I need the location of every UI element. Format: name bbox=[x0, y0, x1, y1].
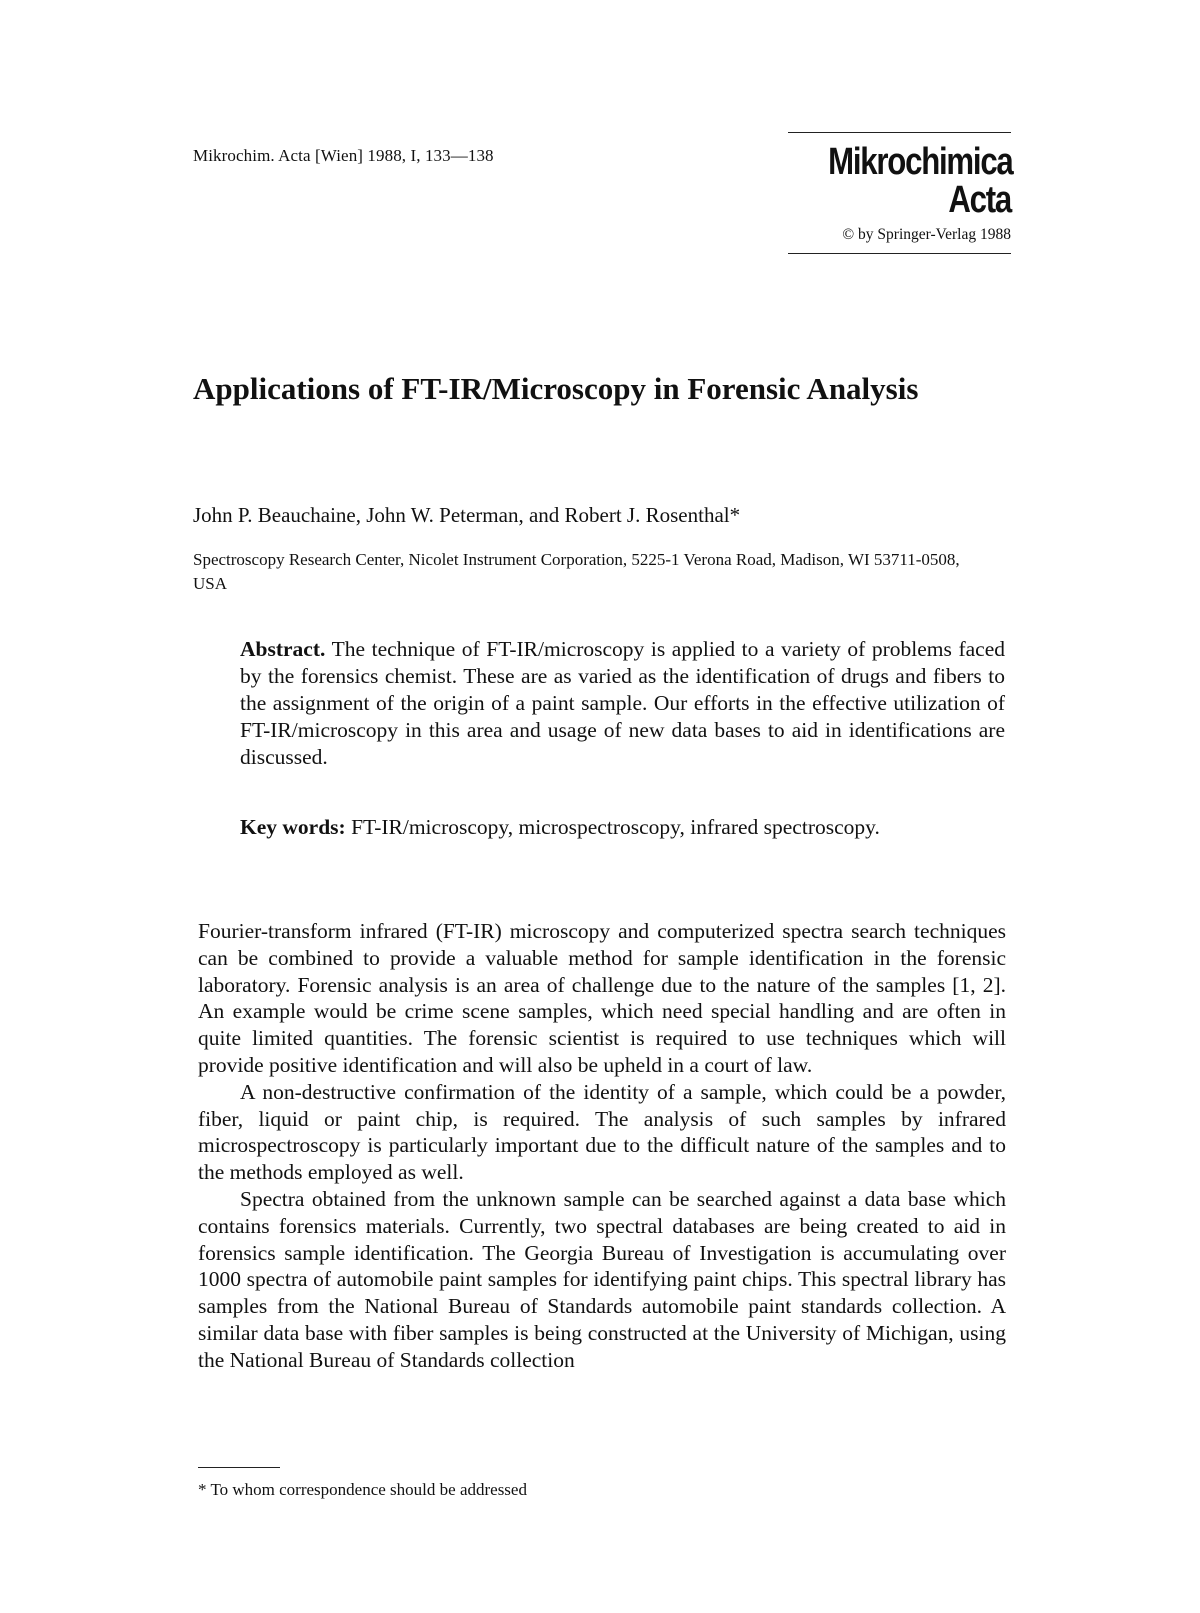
body-paragraph-2: A non-destructive confirmation of the identity of a sample, which could be a powder, fiber, liquid or paint chip, is required. The analysis of such samples by infrared microspectroscopy is particularly important due to the difficult nature of the samples and to the methods employed as well. bbox=[198, 1079, 1006, 1185]
footnote: * To whom correspondence should be addressed bbox=[198, 1480, 527, 1499]
masthead-bottom-rule bbox=[788, 253, 1011, 254]
journal-masthead bbox=[788, 132, 1011, 254]
abstract-label: Abstract. bbox=[240, 637, 326, 661]
article-title: Applications of FT-IR/Microscopy in Forensic Analysis bbox=[193, 371, 919, 406]
footnote-rule bbox=[198, 1467, 280, 1468]
author-list: John P. Beauchaine, John W. Peterman, and Robert J. Rosenthal* bbox=[193, 503, 741, 527]
keywords bbox=[240, 814, 1005, 841]
masthead-top-rule bbox=[788, 132, 1011, 133]
abstract-text: The technique of FT-IR/microscopy is applied to a variety of problems faced by the forensics chemist. These are as varied as the identification of drugs and fibers to the assignment of the origin of a paint sample. Our efforts in the effective utilization of FT-IR/microscopy in this area and usage of new data bases to aid in identifications are discussed. bbox=[240, 637, 1005, 769]
keywords-label: Key words: bbox=[240, 815, 346, 839]
abstract bbox=[240, 636, 1005, 771]
journal-citation: Mikrochim. Acta [Wien] 1988, I, 133—138 bbox=[193, 146, 494, 165]
copyright-notice: © by Springer-Verlag 1988 bbox=[842, 226, 1011, 243]
keywords-text: FT-IR/microscopy, microspectroscopy, infrared spectroscopy. bbox=[351, 815, 880, 839]
body-paragraph-3: Spectra obtained from the unknown sample can be searched against a data base which contains forensics materials. Currently, two spectral databases are being created to aid in forensics sample identification. The Georgia Bureau of Investigation is accumulating over 1000 spectra of automobile paint samples for identifying paint chips. This spectral library has samples from the National Bureau of Standards automobile paint standards collection. A similar data base with fiber samples is being constructed at the University of Michigan, using the National Bureau of Standards collection bbox=[198, 1186, 1006, 1372]
journal-logo-line1: Mikrochimica bbox=[828, 141, 1013, 183]
body-text bbox=[198, 918, 1006, 1374]
journal-logo bbox=[828, 143, 1011, 219]
author-affiliation: Spectroscopy Research Center, Nicolet Instrument Corporation, 5225-1 Verona Road, Madison, WI 53711-0508, USA bbox=[193, 550, 960, 593]
journal-logo-line2: Acta bbox=[948, 179, 1011, 221]
body-paragraph-1: Fourier-transform infrared (FT-IR) microscopy and computerized spectra search techniques can be combined to provide a valuable method for sample identification in the forensic laboratory. Forensic analysis is an area of challenge due to the nature of the samples [1, 2]. An example would be crime scene samples, which need special handling and are often in quite limited quantities. The forensic scientist is required to use techniques which will provide positive identification and will also be upheld in a court of law. bbox=[198, 919, 1006, 1077]
